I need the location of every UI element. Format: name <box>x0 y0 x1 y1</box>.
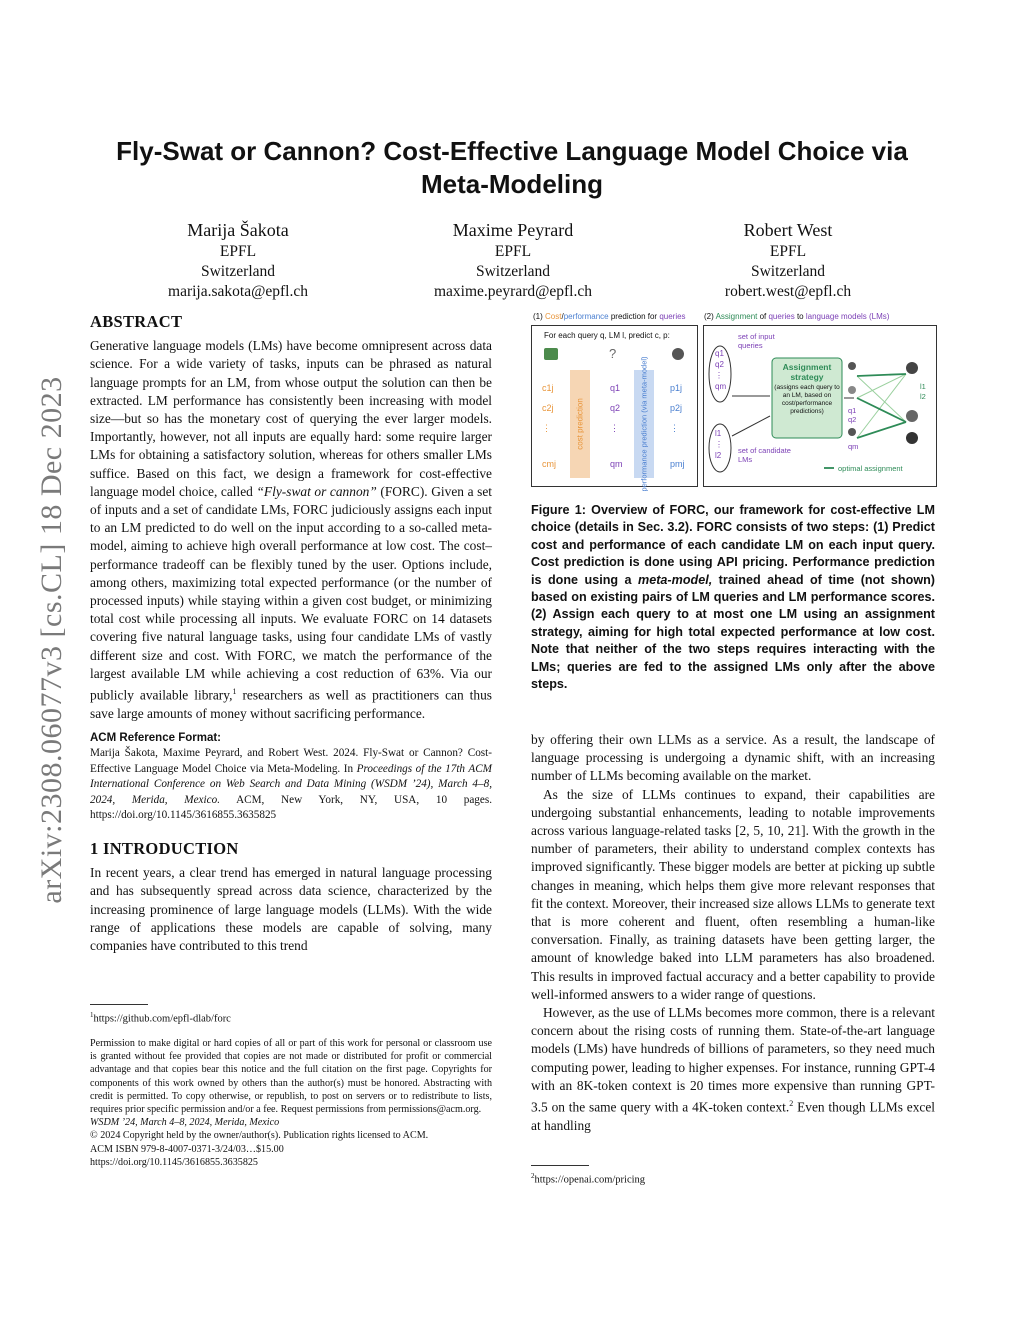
panel2-title: (2) Assignment of queries to language models (LMs) <box>704 312 890 321</box>
right-paragraph-3: However, as the use of LLMs becomes more common, there is a relevant concern about the rising costs of running them. State-of-the-art language models (LMs) have hundreds of billions of parameters, so they need much computing power, leading to higher expenses. For instance, running GPT-4 with an 8K-token context is 20 times more expensive than running GPT-3.5 on the same query with a 4K-token context.$^2$ Even though LLMs excel at handling <box>531 1005 935 1133</box>
price-tag-icon <box>544 348 558 360</box>
copyright: © 2024 Copyright held by the owner/author(s). Publication rights licensed to ACM. <box>90 1130 429 1142</box>
title-line-1: Fly-Swat or Cannon? Cost-Effective Language Model Choice via <box>116 136 908 166</box>
arxiv-id: arXiv:2308.06077v3 [cs.CL] 18 Dec 2023 <box>35 376 68 904</box>
panel1-title: (1) Cost/performance prediction for queries <box>533 312 686 321</box>
candidate-lms-label: set of candidate LMs <box>738 446 791 464</box>
left-column <box>90 313 492 955</box>
author-affiliation: EPFL <box>494 243 532 260</box>
isbn: ACM ISBN 979-8-4007-0371-3/24/03…$15.00 <box>90 1143 284 1155</box>
author-country: Switzerland <box>750 263 826 280</box>
assigned-lms: l1 l2 <box>920 382 926 401</box>
right-column <box>531 731 935 1135</box>
input-queries-label: set of input queries <box>738 332 775 350</box>
acm-reference: ACM Reference Format: Marija Šakota, Maxime Peyrard, and Robert West. 2024. Fly-Swat or Cannon? Cost-Effective Language Model Choice via Meta-Modeling. In Proceedings of the 17th ACM International Conference on Web Search and Data Mining (WSDM ’24), March 4–8, 2024, Merida, Mexico. ACM, New York, NY, USA, 10 pages. https://doi.org/10.1145/3616855.3635825 <box>90 731 492 822</box>
right-paragraph-2: As the size of LLMs continues to expand, their capabilities are undergoing substantial enhancements, leading to notable improvements across various language-related tasks [2, 5, 10, 21]. With the growth in the number of parameters, their ability to understand complex contexts has improved significantly. These bigger models are better at picking up subtle changes in meaning, which helps them give more relevant responses that fit the context. Moreover, their increased size allows LLMs to generate text that is more coherent and fluent, often resembling a human-like conversation. Finally, as training datasets have been getting larger, the amount of knowledge baked into LLM parameters has also broadened. This results in improved factual accuracy and a better capability to provide well-informed answers to a wider range of questions. <box>531 786 935 1002</box>
assignment-strategy-box: Assignment strategy (assigns each query to an LM, based on cost/performance predictions) <box>774 362 840 415</box>
cost-prediction-bar: cost prediction <box>570 370 590 478</box>
author-name: Marija Šakota <box>187 220 289 240</box>
author-1 <box>118 218 358 302</box>
panel2-box <box>703 325 937 487</box>
footnote-2-link[interactable]: https://openai.com/pricing <box>534 1174 646 1186</box>
panel1-subtitle: For each query q, LM l, predict c, p: <box>544 331 670 340</box>
acm-reference-heading: ACM Reference Format: <box>90 731 221 744</box>
candidate-lm-list: l1 ⋮ l2 <box>715 429 723 460</box>
author-3 <box>668 218 908 302</box>
title-line-2: Meta-Modeling <box>421 169 603 199</box>
author-name: Maxime Peyrard <box>452 220 574 240</box>
robot-icon <box>672 348 684 360</box>
arxiv-sidebar <box>22 330 82 950</box>
author-email[interactable]: robert.west@epfl.ch <box>724 283 852 300</box>
permission-text: Permission to make digital or hard copies of all or part of this work for personal or classroom use is granted without fee provided that copies are not made or distributed for profit or commercial advantage and that copies bear this notice and the full citation on the first page. Copyrights for components of this work owned by others than the author(s) must be honored. Abstracting with credit is permitted. To copy otherwise, or republish, to post on servers or to redistribute to lists, requires prior specific permission and/or a fee. Request permissions from permissions@acm.org. <box>90 1038 492 1116</box>
author-country: Switzerland <box>475 263 551 280</box>
footnote-2: $^2$https://openai.com/pricing <box>531 1165 935 1188</box>
intro-text: In recent years, a clear trend has emerged in natural language processing and has subsequently spread across data science, characterized by the increasing prominence of large language models (LLMs). With the wide range of applications these models are capable of solving, many companies have contributed to this trend <box>90 865 492 953</box>
perf-labels: p1j p2j ⋮ pmj <box>670 383 685 469</box>
intro-heading: 1 INTRODUCTION <box>90 838 239 858</box>
abstract-heading: ABSTRACT <box>90 312 183 331</box>
abstract-text: Generative language models (LMs) have become omnipresent across data science. For a wide variety of tasks, inputs can be phrased as natural language prompts for an LM, from whose output the solution can then be extracted. LM performance has consistently been increasing with model size—but so has the monetary cost of querying the ever larger models. Importantly, however, not all inputs are equally hard: some require larger LMs for obtaining a satisfactory solution, whereas for others smaller LMs suffice. Based on this fact, we design a framework for cost-effective language model choice, called “Fly-swat or cannon” (FORC). Given a set of inputs and a set of candidate LMs, FORC judiciously assigns each input to an LM predicted to do well on the input according to a so-called meta-model, aiming to achieve high overall performance at low cost. The cost–performance tradeoff can be flexibly tuned by the user. Options include, among others, maximizing total expected performance (or the number of processed inputs) while staying within a given cost budget, or minimizing total cost while processing all inputs. We evaluate FORC on 14 datasets covering five natural language tasks, using four candidate LMs of vastly different size and cost. With FORC, we match the performance of the largest available LM while achieving a cost reduction of 63%. Via our publicly available library,$^1$ researchers as well as practitioners can thus save large amounts of money without sacrificing performance. <box>90 338 493 721</box>
footnote-rule <box>90 1004 148 1005</box>
query-labels: q1 q2 ⋮ qm <box>610 383 623 469</box>
permission-block <box>90 1037 492 1169</box>
author-affiliation: EPFL <box>219 243 257 260</box>
legend-optimal: optimal assignment <box>838 464 903 473</box>
input-query-list: q1 q2 ⋮ qm <box>715 349 727 391</box>
author-name: Robert West <box>743 220 833 240</box>
doi-link[interactable]: https://doi.org/10.1145/3616855.3635825 <box>90 1156 258 1168</box>
panel1-box <box>531 325 698 492</box>
author-country: Switzerland <box>200 263 276 280</box>
performance-prediction-bar: performance prediction (via meta-model) <box>634 370 654 478</box>
author-affiliation: EPFL <box>769 243 807 260</box>
figure-1 <box>531 312 937 492</box>
footnote-rule <box>531 1165 589 1166</box>
cost-labels: c1j c2j ⋮ cmj <box>542 383 556 469</box>
paper-title <box>80 135 944 201</box>
author-email[interactable]: marija.sakota@epfl.ch <box>168 283 308 300</box>
right-paragraph-1: by offering their own LLMs as a service. As a result, the landscape of language processing is undergoing a dynamic shift, with an increasing number of LLMs becoming available on the market. <box>531 732 935 784</box>
footnote-ref-1[interactable]: 1 <box>232 687 237 697</box>
question-icon: ? <box>609 346 617 361</box>
venue: WSDM ’24, March 4–8, 2024, Merida, Mexico <box>90 1117 280 1129</box>
figure-caption: Figure 1: Overview of FORC, our framework for cost-effective LM choice (details in Sec. 3.2). FORC consists of two steps: (1) Predict cost and performance of each candidate LM on each input query. Cost prediction is done using API pricing. Performance prediction is done using a meta-model, trained ahead of time (not shown) based on existing pairs of LM queries and LM performance scores. (2) Assign each query to at most one LM using an assignment strategy, aiming for high total expected performance at low cost. Note that neither of the two steps requires interacting with the LMs; queries are fed to the assigned LMs only after the above steps. <box>531 503 935 692</box>
assigned-queries: q1 q2 <box>848 406 857 424</box>
assigned-query-m: qm <box>848 442 859 451</box>
footnote-1: $^1$https://github.com/epfl-dlab/forc <box>90 1004 492 1027</box>
footnote-ref-2[interactable]: 2 <box>789 1099 794 1109</box>
author-email[interactable]: maxime.peyrard@epfl.ch <box>433 283 592 300</box>
footnote-1-link[interactable]: https://github.com/epfl-dlab/forc <box>93 1013 231 1025</box>
author-2 <box>393 218 633 302</box>
